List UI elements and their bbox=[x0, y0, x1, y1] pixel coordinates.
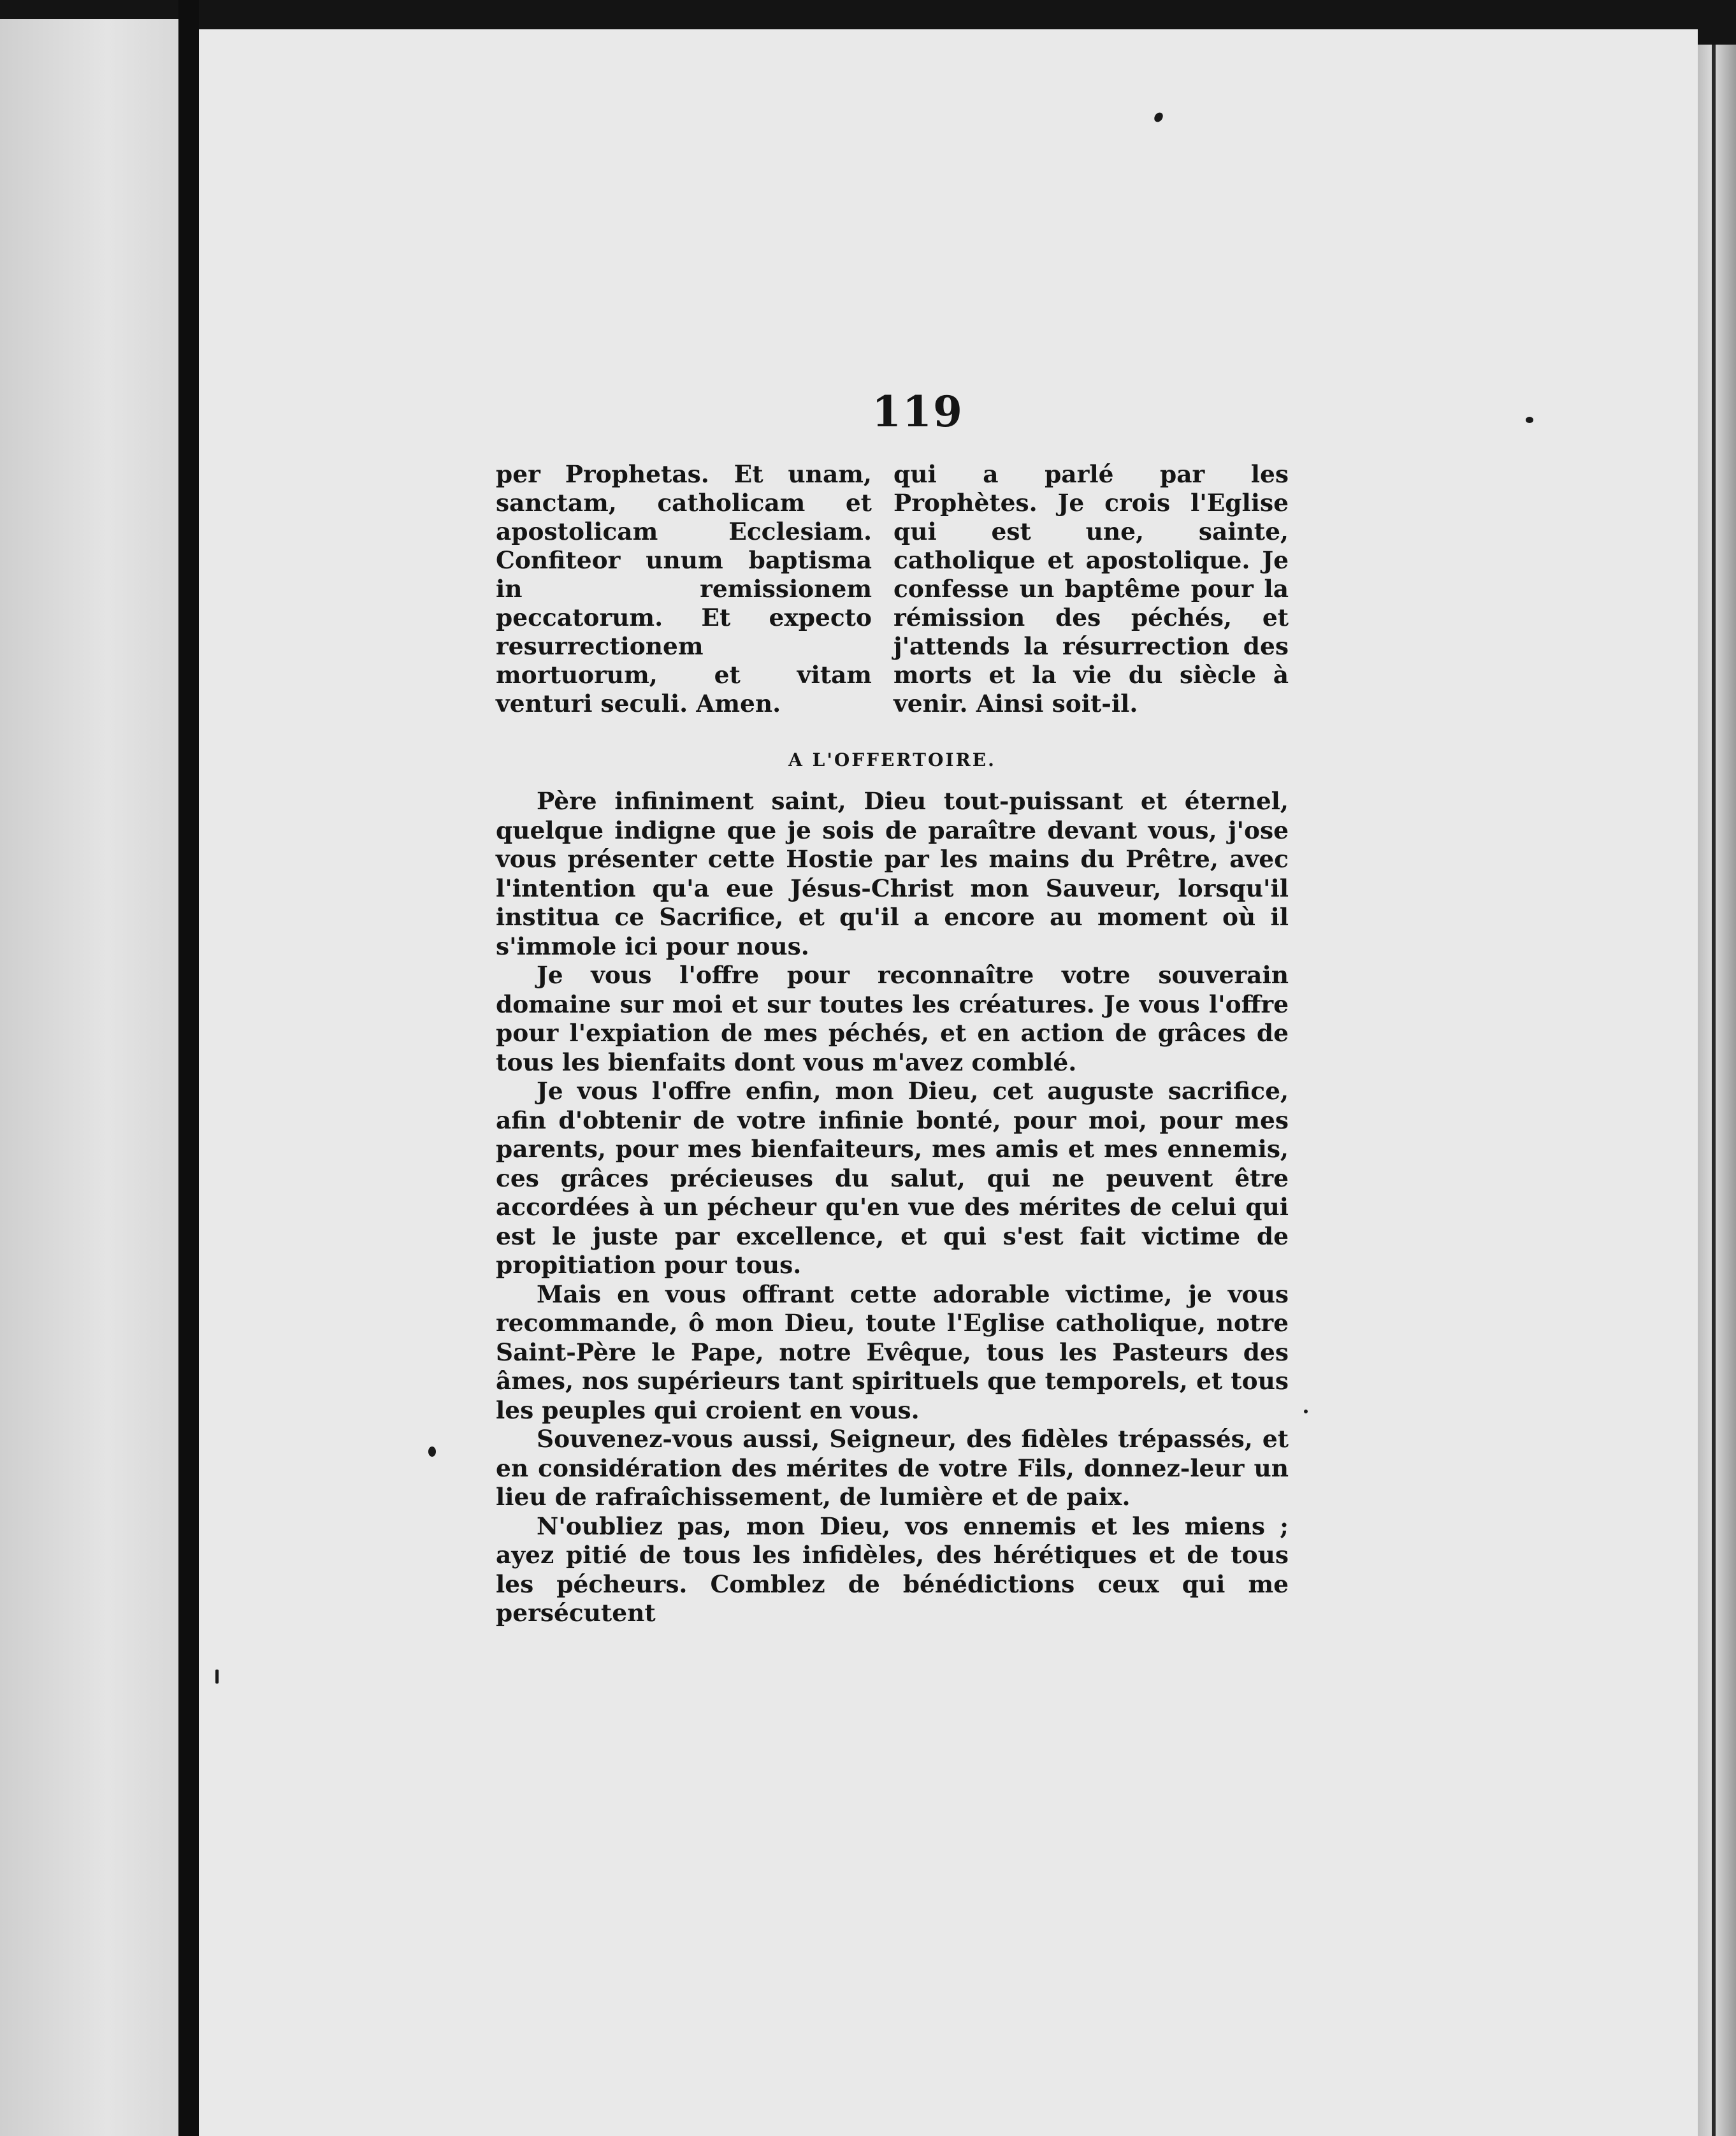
section-heading: A L'OFFERTOIRE. bbox=[788, 749, 996, 770]
paragraph: Père infiniment saint, Dieu tout-puissant et éternel, quelque indigne que je sois de paraître devant vous, j'ose vous présenter cette Hostie par les mains du Prêtre, avec l'intention qu'a eue Jésus-Christ mon Sauveur, lorsqu'il institua ce Sacrifice, et qu'il a encore au moment où il s'immole ici pour nous. bbox=[496, 787, 1289, 960]
paragraph: Souvenez-vous aussi, Seigneur, des fidèles trépassés, et en considération des mérites de votre Fils, donnez-leur un lieu de rafraîchissement, de lumière et de paix. bbox=[496, 1425, 1289, 1511]
offertoire-text bbox=[496, 787, 1289, 1628]
ink-speck bbox=[1304, 1410, 1308, 1413]
ink-speck bbox=[428, 1447, 436, 1457]
page-edge-right bbox=[1698, 45, 1736, 2136]
paragraph: Je vous l'offre enfin, mon Dieu, cet auguste sacrifice, afin d'obtenir de votre infinie bonté, pour moi, pour mes parents, pour mes bienfaiteurs, mes amis et mes ennemis, ces grâces précieuses du salut, qui ne peuvent être accordées à un pécheur qu'en vue des mérites de celui qui est le juste par excellence, et qui s'est fait victime de propitiation pour tous. bbox=[496, 1077, 1289, 1279]
credo-latin-text: per Prophetas. Et unam, sanctam, catholicam et apostolicam Ecclesiam. Confiteor unum baptisma in remissionem peccatorum. Et expecto resurrectionem mortuorum, et vitam venturi seculi. Amen. bbox=[496, 460, 872, 718]
text-block bbox=[496, 386, 1289, 1628]
credo-columns bbox=[496, 460, 1289, 718]
paragraph: Mais en vous offrant cette adorable victime, je vous recommande, ô mon Dieu, toute l'Eglise catholique, notre Saint-Père le Pape, notre Evêque, tous les Pasteurs des âmes, nos supérieurs tant spirituels que temporels, et tous les peuples qui croient en vous. bbox=[496, 1280, 1289, 1424]
page-number: 119 bbox=[872, 387, 964, 437]
ink-speck bbox=[1526, 417, 1533, 423]
ink-speck bbox=[215, 1670, 219, 1684]
facing-page-edge bbox=[0, 19, 178, 2136]
paragraph: Je vous l'offre pour reconnaître votre souverain domaine sur moi et sur toutes les créatures. Je vous l'offre pour l'expiation de mes péchés, et en action de grâces de tous les bienfaits dont vous m'avez comblé. bbox=[496, 961, 1289, 1076]
paragraph: N'oubliez pas, mon Dieu, vos ennemis et les miens ; ayez pitié de tous les infidèles, des hérétiques et de tous les pécheurs. Comblez de bénédictions ceux qui me persécutent bbox=[496, 1512, 1289, 1627]
credo-latin-column bbox=[496, 460, 872, 718]
book-gutter bbox=[178, 0, 199, 2136]
credo-french-column bbox=[893, 460, 1289, 718]
credo-french-text: qui a parlé par les Prophètes. Je crois l'Eglise qui est une, sainte, catholique et apostolique. Je confesse un baptême pour la rémission des péchés, et j'attends la résurrection des morts et la vie du siècle à venir. Ainsi soit-il. bbox=[893, 460, 1289, 718]
